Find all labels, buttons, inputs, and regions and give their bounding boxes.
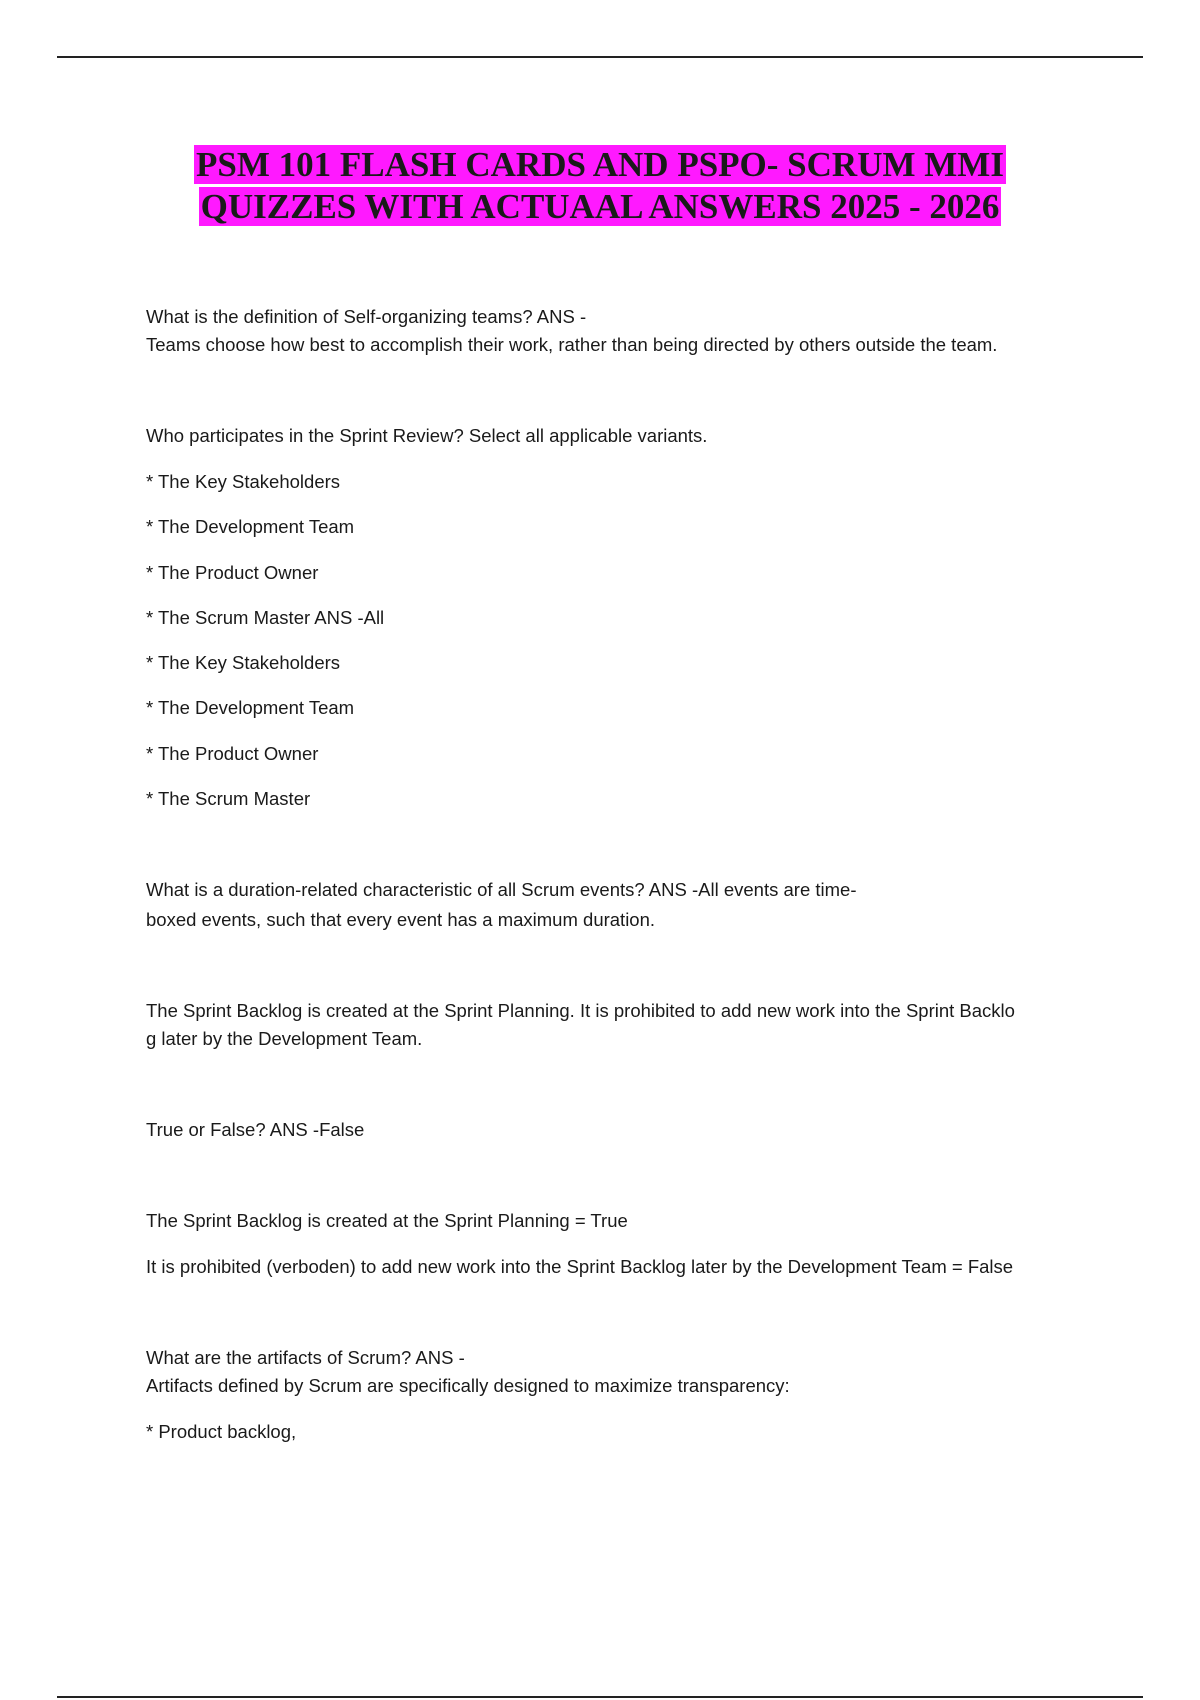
top-rule	[57, 56, 1143, 58]
title-line-2: QUIZZES WITH ACTUAAL ANSWERS 2025 - 2026	[200, 187, 1000, 226]
q5-answer: Artifacts defined by Scrum are specifically designed to maximize transparency:	[146, 1375, 790, 1396]
q4-statement-2: g later by the Development Team.	[146, 1028, 423, 1049]
list-item: * The Scrum Master	[146, 788, 311, 809]
list-item: * The Key Stakeholders	[146, 471, 341, 492]
q4-explanation-2: It is prohibited (verboden) to add new work into the Sprint Backlog later by the Development Team = False	[146, 1256, 1014, 1277]
q3-question: What is a duration-related characteristic of all Scrum events? ANS -All events are time-	[146, 879, 857, 900]
list-item: * The Product Owner	[146, 743, 319, 764]
q1-question: What is the definition of Self-organizing teams? ANS -	[146, 306, 587, 327]
q4-statement-1: The Sprint Backlog is created at the Sprint Planning. It is prohibited to add new work into the Sprint Backlo	[146, 1000, 1015, 1021]
title-line-1: PSM 101 FLASH CARDS AND PSPO- SCRUM MMI	[196, 145, 1004, 184]
q4-explanation-1: The Sprint Backlog is created at the Sprint Planning = True	[146, 1210, 628, 1231]
list-item: * The Development Team	[146, 516, 355, 537]
q2-question: Who participates in the Sprint Review? Select all applicable variants.	[146, 425, 708, 446]
list-item: * The Development Team	[146, 697, 355, 718]
q3-answer: boxed events, such that every event has a maximum duration.	[146, 909, 656, 930]
q4-answer: True or False? ANS -False	[146, 1119, 365, 1140]
list-item: * The Key Stakeholders	[146, 652, 341, 673]
list-item: * The Scrum Master ANS -All	[146, 607, 385, 628]
bottom-rule	[57, 1696, 1143, 1698]
document-title	[0, 144, 1200, 228]
list-item: * Product backlog,	[146, 1421, 297, 1442]
list-item: * The Product Owner	[146, 562, 319, 583]
q5-question: What are the artifacts of Scrum? ANS -	[146, 1347, 465, 1368]
q1-answer: Teams choose how best to accomplish their work, rather than being directed by others outside the team.	[146, 334, 998, 355]
